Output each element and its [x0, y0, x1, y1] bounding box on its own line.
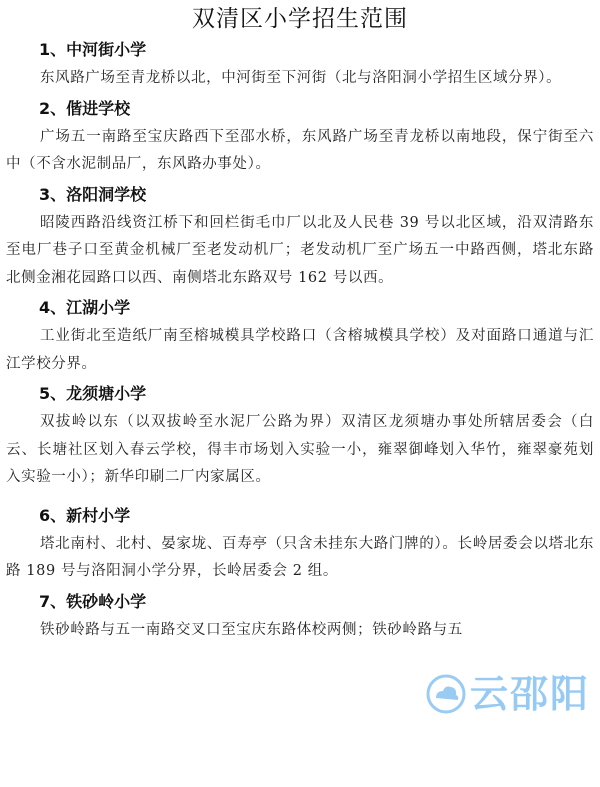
section-body: 昭陵西路沿线资江桥下和回栏街毛巾厂以北及人民巷 39 号以北区域，沿双清路东至电厂巷子口至黄金机械厂至老发动机厂；老发动机厂至广场五一中路西侧，塔北东路北侧金湘花园路口以西、南侧塔北东路双号 162 号以西。 — [6, 214, 594, 286]
section-body: 铁砂岭路与五一南路交叉口至宝庆东路体校两侧；铁砂岭路与五 — [40, 621, 463, 638]
section-7 — [6, 590, 594, 645]
section-heading: 7、铁砂岭小学 — [39, 591, 147, 611]
section-3 — [6, 183, 594, 293]
section-body: 塔北南村、北村、晏家垅、百寿亭（只含未挂东大路门牌的）。长岭居委会以塔北东路 189 号与洛阳洞小学分界，长岭居委会 2 组。 — [6, 535, 594, 579]
watermark-text: 云邵阳 — [469, 672, 590, 716]
cloud-logo-icon — [426, 674, 466, 714]
section-1 — [6, 38, 594, 93]
section-6 — [6, 504, 594, 586]
section-heading: 5、龙须塘小学 — [39, 384, 147, 403]
section-heading: 6、新村小学 — [39, 505, 131, 525]
section-divider-space — [6, 496, 594, 502]
section-list — [6, 36, 594, 648]
section-body: 东风路广场至青龙桥以北，中河街至下河街（北与洛阳洞小学招生区域分界）。 — [40, 70, 562, 86]
page-title: 双清区小学招生范围 — [192, 6, 408, 32]
section-heading: 4、江湖小学 — [39, 298, 131, 317]
section-heading: 1、中河街小学 — [39, 40, 147, 59]
section-5 — [6, 382, 594, 492]
section-body: 广场五一南路至宝庆路西下至邵水桥，东风路广场至青龙桥以南地段，保宁街至六中（不含水泥制品厂，东风路办事处）。 — [6, 128, 594, 172]
section-4 — [6, 296, 594, 378]
section-body: 双拔岭以东（以双拔岭至水泥厂公路为界）双清区龙须塘办事处所辖居委会（白云、长塘社区划入春云学校，得丰市场划入实验一小，雍翠御峰划入华竹，雍翠豪苑划入实验一小）；新华印刷二厂内家属区。 — [6, 414, 594, 485]
section-heading: 2、偕进学校 — [39, 98, 131, 118]
section-heading: 3、洛阳洞学校 — [39, 184, 147, 204]
section-body: 工业街北至造纸厂南至榕城模具学校路口（含榕城模具学校）及对面路口通道与汇江学校分界。 — [6, 328, 594, 372]
watermark — [426, 672, 590, 716]
section-2 — [6, 97, 594, 179]
